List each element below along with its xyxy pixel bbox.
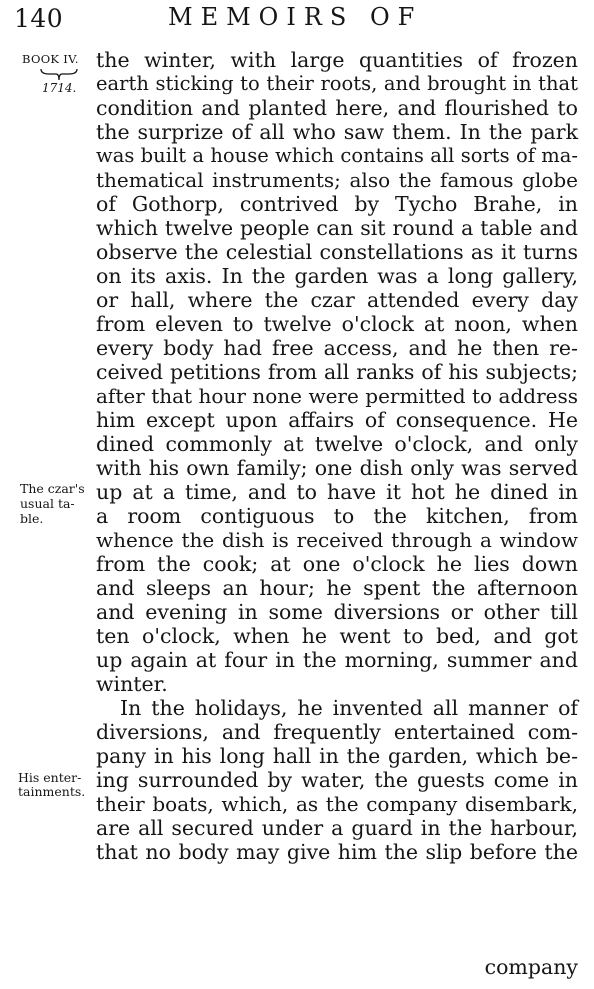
catchword: company (484, 955, 578, 979)
text-line: whence the dish is received through a window (96, 528, 578, 552)
text-line: the winter, with large quantities of frozen (96, 48, 578, 72)
text-line: that no body may give him the slip before the (96, 840, 578, 864)
text-line: their boats, which, as the company disembark, (96, 792, 578, 816)
text-line: winter. (96, 672, 168, 696)
text-line: which twelve people can sit round a table and (96, 216, 578, 240)
running-head: MEMOIRS OF (168, 3, 423, 31)
text-line: observe the celestial constellations as it turns (96, 240, 578, 264)
body-text (96, 48, 578, 864)
text-line: was built a house which contains all sorts of ma- (96, 144, 578, 167)
text-line: ceived petitions from all ranks of his subjects; (96, 360, 578, 384)
text-line: thematical instruments; also the famous globe (96, 168, 578, 192)
text-line: with his own family; one dish only was served (96, 456, 578, 480)
brace-ornament (40, 66, 78, 82)
text-line: ing surrounded by water, the guests come in (96, 768, 578, 792)
text-line: condition and planted here, and flourished to (96, 96, 578, 120)
text-line: him except upon affairs of consequence. He (96, 408, 578, 432)
margin-note-line: His enter- (18, 770, 82, 785)
text-line: a room contiguous to the kitchen, from (96, 504, 578, 528)
text-line: are all secured under a guard in the harbour, (96, 816, 578, 840)
text-line: pany in his long hall in the garden, which be- (96, 744, 578, 768)
text-line: up again at four in the morning, summer and (96, 648, 578, 672)
text-line: on its axis. In the garden was a long gallery, (96, 264, 578, 288)
margin-note-line: tainments. (18, 784, 86, 799)
text-line: and sleeps an hour; he spent the afternoon (96, 576, 578, 600)
margin-note-czar-table (20, 481, 85, 526)
text-line: ten o'clock, when he went to bed, and got (96, 624, 578, 648)
text-line: In the holidays, he invented all manner of (120, 696, 578, 720)
text-line: up at a time, and to have it hot he dined in (96, 480, 578, 504)
page-number: 140 (14, 4, 64, 33)
margin-note-line: usual ta- (20, 496, 75, 511)
text-line: every body had free access, and he then re- (96, 336, 578, 360)
text-line: and evening in some diversions or other till (96, 600, 578, 624)
text-line: of Gothorp, contrived by Tycho Brahe, in (96, 192, 578, 216)
text-line: dined commonly at twelve o'clock, and only (96, 432, 578, 456)
text-line: or hall, where the czar attended every day (96, 288, 578, 312)
text-line: from the cook; at one o'clock he lies down (96, 552, 578, 576)
margin-note-line: The czar's (20, 481, 85, 496)
margin-note-year: 1714. (42, 81, 77, 95)
text-line: from eleven to twelve o'clock at noon, when (96, 312, 578, 336)
margin-note-entertainments (18, 771, 85, 799)
text-line: earth sticking to their roots, and brought in that (96, 72, 578, 95)
margin-note-line: ble. (20, 511, 44, 526)
text-line: diversions, and frequently entertained com- (96, 720, 578, 744)
text-line: the surprize of all who saw them. In the park (96, 120, 578, 144)
margin-note-book: BOOK IV. (22, 52, 79, 66)
text-line: after that hour none were permitted to address (96, 384, 578, 408)
